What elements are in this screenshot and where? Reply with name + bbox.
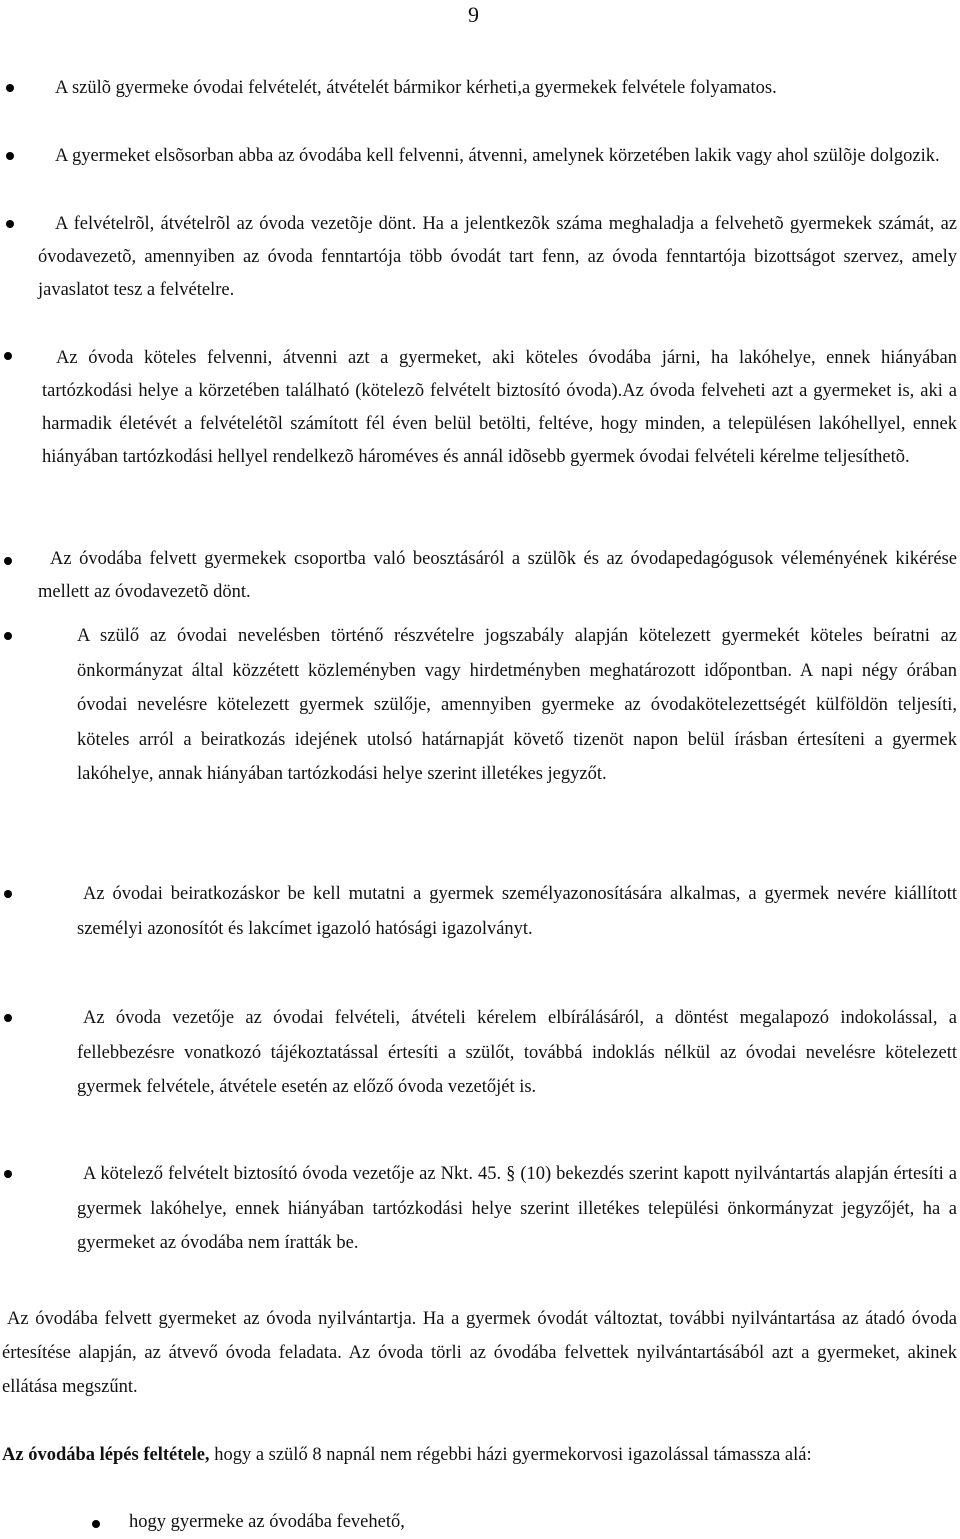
registry-paragraph: Az óvodába felvett gyermeket az óvoda nyilvántartja. Ha a gyermek óvodát változtat, további nyilvántartása az átadó óvoda értesítése alapján, az átvevő óvoda feladata. Az óvoda törli az óvodába felvettek nyilvántartásából azt a gyermeket, akinek ellátása megszűnt.	[2, 1309, 957, 1397]
bullet-icon	[6, 220, 14, 228]
list-item-text: Az óvodai beiratkozáskor be kell mutatni a gyermek személyazonosítására alkalmas, a gyermek nevére kiállított személyi azonosítót és lakcímet igazoló hatósági igazolványt.	[77, 884, 957, 939]
page-number: 9	[468, 2, 479, 27]
condition-paragraph	[2, 1438, 957, 1472]
bullet-icon	[4, 557, 12, 565]
condition-text: hogy a szülő 8 napnál nem régebbi házi gyermekorvosi igazolással támassza alá:	[209, 1445, 812, 1465]
bullet-icon	[4, 1014, 12, 1022]
condition-heading: Az óvodába lépés feltétele,	[2, 1445, 210, 1465]
bullet-icon	[4, 352, 12, 360]
bullet-icon	[6, 152, 14, 160]
list-item-text: Az óvoda vezetője az óvodai felvételi, átvételi kérelem elbírálásáról, a döntést megalapozó indokolással, a fellebbezésre vonatkozó tájékoztatással értesíti a szülőt, továbbá indoklás nélkül az óvodai nevelésre kötelezett gyermek felvétele, átvétele esetén az előző óvoda vezetőjét is.	[77, 1008, 957, 1098]
list-item-text: A gyermeket elsõsorban abba az óvodába kell felvenni, átvenni, amelynek körzetében lakik vagy ahol szülõje dolgozik.	[55, 146, 940, 166]
list-item-text: A szülõ gyermeke óvodai felvételét, átvételét bármikor kérheti,a gyermekek felvétele folyamatos.	[55, 78, 777, 98]
condition-list-item-text: hogy gyermeke az óvodába fevehető,	[129, 1512, 405, 1532]
bullet-icon	[6, 84, 14, 92]
list-item-text: Az óvoda köteles felvenni, átvenni azt a gyermeket, aki köteles óvodába járni, ha lakóhelye, ennek hiányában tartózkodási helye a körzetében található (kötelezõ felvételt biztosító óvoda).Az óvoda felveheti azt a gyermeket is, aki a harmadik életévét a felvételétõl számított fél éven belül betölti, feltéve, hogy minden, a településen lakóhellyel, ennek hiányában tartózkodási hellyel rendelkezõ hároméves és annál idõsebb gyermek óvodai felvételi kérelme teljesíthetõ.	[42, 348, 957, 467]
list-item-text: A kötelező felvételt biztosító óvoda vezetője az Nkt. 45. § (10) bekezdés szerint kapott nyilvántartás alapján értesíti a gyermek lakóhelye, ennek hiányában tartózkodási helye szerint illetékes települési önkormányzat jegyzőjét, ha a gyermeket az óvodába nem íratták be.	[77, 1164, 957, 1254]
bullet-icon	[4, 632, 12, 640]
bullet-icon	[4, 1170, 12, 1178]
list-item-text: Az óvodába felvett gyermekek csoportba való beosztásáról a szülõk és az óvodapedagógusok véleményének kikérése mellett az óvodavezetõ dönt.	[38, 549, 957, 602]
bullet-icon	[92, 1520, 100, 1528]
bullet-icon	[4, 890, 12, 898]
list-item-text: A felvételrõl, átvételrõl az óvoda vezetõje dönt. Ha a jelentkezõk száma meghaladja a felvehetõ gyermekek számát, az óvodavezetõ, amennyiben az óvoda fenntartója több óvodát tart fenn, az óvoda fenntartója bizottságot szervez, amely javaslatot tesz a felvételre.	[38, 214, 957, 300]
list-item-text: A szülő az óvodai nevelésben történő részvételre jogszabály alapján kötelezett gyermekét köteles beíratni az önkormányzat által közzétett közleményben vagy hirdetményben meghatározott időpontban. A napi négy órában óvodai nevelésre kötelezett gyermek szülője, amennyiben gyermeke az óvodakötelezettségét külföldön teljesíti, köteles arról a beiratkozás idejének utolsó határnapját követő tizenöt napon belül írásban értesíteni a gyermek lakóhelye, annak hiányában tartózkodási helye szerint illetékes jegyzőt.	[77, 626, 957, 785]
